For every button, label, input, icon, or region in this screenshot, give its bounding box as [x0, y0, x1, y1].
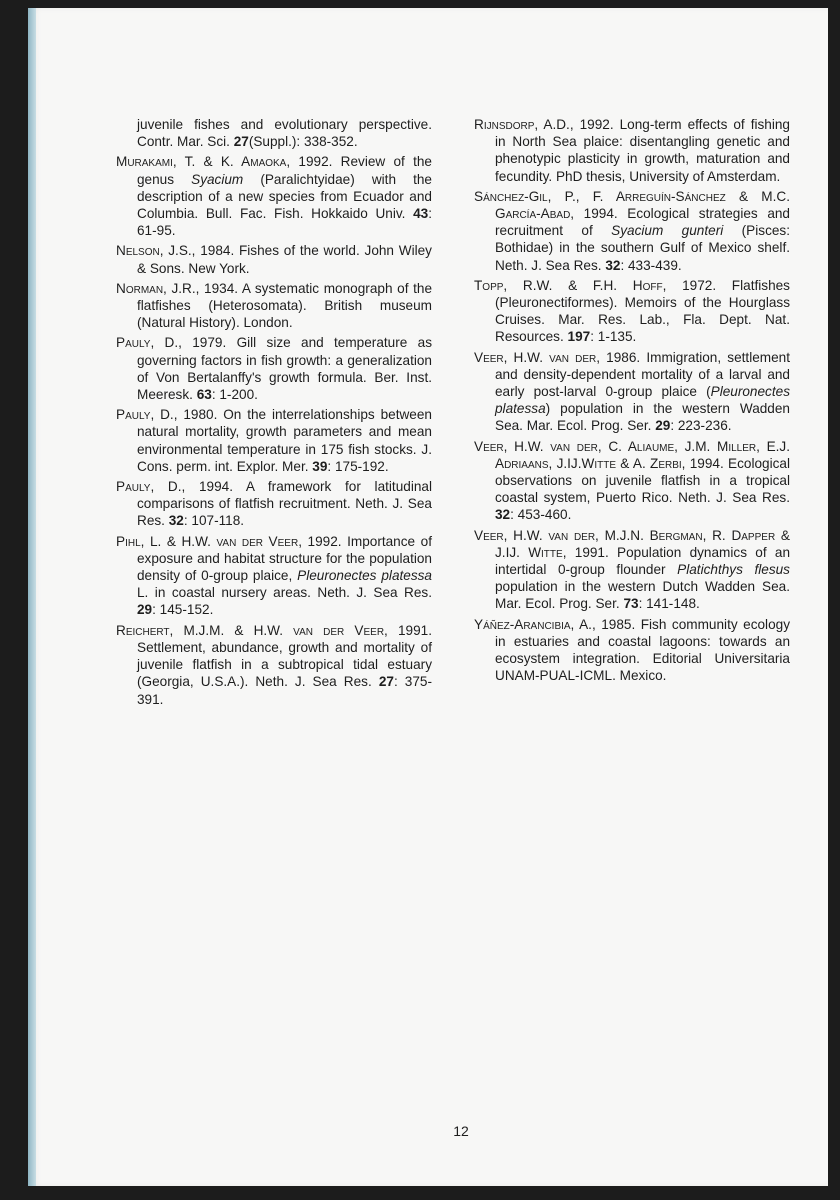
reference-text: , 1980. On the interrelationships between natural mortality, growth parameters and mean environmental temperature in 175 fish stocks. J. Cons. perm. int. Explor. Mer.: [137, 407, 432, 474]
reference-text: , 1986. Immigration, settlement and density-dependent mortality of a larval and early post-larval 0-group plaice (: [495, 349, 790, 400]
reference-authors: Yáñez-Arancibia, A.: [474, 616, 592, 632]
reference-volume: 32: [495, 507, 511, 523]
reference-authors: Murakami, T. & K. Amaoka: [116, 154, 287, 170]
reference-text: , 1994. Ecological strategies and recruitment of: [495, 206, 790, 239]
reference-volume: 32: [605, 257, 621, 273]
reference-entry: [116, 153, 432, 239]
reference-text: , 1972. Flatfishes (Pleuronectiformes). Memoirs of the Hourglass Cruises. Mar. Res. Lab., Fla. Dept. Nat. Resources.: [495, 277, 790, 345]
reference-text: (Pisces: Bothidae) in the southern Gulf of Mexico shelf. Neth. J. Sea Res.: [495, 223, 790, 273]
reference-authors: Pauly, D.: [116, 479, 182, 495]
species-name: Syacium: [191, 171, 244, 187]
reference-volume: 39: [312, 458, 328, 474]
reference-text: : 141-148.: [638, 596, 700, 612]
reference-text: : 433-439.: [620, 257, 682, 273]
reference-authors: Veer, H.W. van der: [474, 349, 597, 365]
reference-entry: [116, 334, 432, 403]
reference-text: , 1934. A systematic monograph of the flatfishes (Heterosomata). British museum (Natural History). London.: [137, 280, 433, 331]
reference-text: L. in coastal nursery areas. Neth. J. Sea Res.: [137, 585, 432, 601]
reference-text: , 1992. Review of the genus: [137, 154, 432, 187]
reference-entry: [474, 277, 790, 346]
reference-entry: [116, 533, 432, 619]
reference-text: : 175-192.: [327, 458, 389, 474]
reference-entry: [116, 280, 432, 332]
reference-text: , 1992. Long-term effects of fishing in North Sea plaice: disentangling genetic and phenotypic plasticity in growth, maturation and fecundity. PhD thesis, University of Amsterdam.: [495, 117, 790, 184]
reference-text: : 107-118.: [183, 513, 245, 529]
reference-text: juvenile fishes and evolutionary perspective. Contr. Mar. Sci.: [137, 117, 432, 150]
reference-text: : 223-236.: [670, 418, 732, 434]
reference-text: : 453-460.: [510, 507, 572, 523]
references-right-column: [474, 116, 790, 688]
reference-entry: [474, 188, 790, 274]
reference-entry: [116, 622, 432, 708]
reference-text: , 1992. Importance of exposure and habitat structure for the population density of 0-group plaice,: [137, 533, 433, 584]
reference-text: : 1-200.: [211, 387, 258, 403]
reference-entry: [474, 527, 790, 613]
reference-volume: 29: [137, 602, 153, 618]
reference-authors: Veer, H.W. van der, M.J.N. Bergman, R. Dapper & J.IJ. Witte: [474, 527, 790, 560]
reference-entry: [116, 116, 432, 150]
reference-entry: [116, 242, 432, 276]
reference-volume: 32: [168, 513, 184, 529]
reference-authors: Pauly, D.: [116, 407, 174, 423]
reference-authors: Rijnsdorp, A.D.: [474, 117, 570, 132]
reference-entry: [474, 438, 790, 524]
reference-text: : 61-95.: [137, 206, 432, 239]
species-name: Pleuronectes platessa: [297, 568, 432, 584]
reference-authors: Nelson, J.S.: [116, 243, 192, 259]
reference-authors: Veer, H.W. van der, C. Aliaume, J.M. Miller, E.J. Adriaans, J.IJ.Witte & A. Zerbi: [474, 438, 790, 471]
page-edge: [28, 8, 36, 1186]
reference-authors: Reichert, M.J.M. & H.W. van der Veer: [116, 622, 385, 638]
reference-text: , 1985. Fish community ecology in estuaries and coastal lagoons: towards an ecosystem integration. Editorial Universitaria UNAM-PUAL-ICML. Mexico.: [495, 616, 790, 684]
reference-entry: [116, 478, 432, 530]
reference-volume: 27: [233, 134, 249, 150]
species-name: Syacium gunteri: [611, 223, 724, 239]
reference-text: (Suppl.): 338-352.: [248, 134, 358, 150]
reference-volume: 27: [378, 674, 394, 690]
reference-text: (Paralichtyidae) with the description of a new species from Ecuador and Columbia. Bull. Fac. Fish. Hokkaido Univ.: [137, 171, 432, 222]
reference-volume: 73: [623, 596, 639, 612]
page-number: 12: [453, 1123, 469, 1139]
reference-volume: 29: [655, 418, 671, 434]
species-name: Pleuronectes platessa: [495, 384, 790, 417]
reference-entry: [116, 406, 432, 475]
references-left-column: [116, 116, 432, 711]
reference-text: , 1984. Fishes of the world. John Wiley & Sons. New York.: [137, 243, 432, 276]
reference-text: : 1-135.: [590, 329, 637, 345]
reference-text: , 1979. Gill size and temperature as governing factors in fish growth: a generalization of Von Bertalanffy's growth formula. Ber. Inst. Meeresk.: [137, 335, 432, 403]
reference-entry: [474, 349, 790, 435]
reference-text: , 1991. Settlement, abundance, growth and mortality of juvenile flatfish in a subtropical tidal estuary (Georgia, U.S.A.). Neth. J. Sea Res.: [137, 622, 432, 690]
reference-text: ) population in the western Wadden Sea. Mar. Ecol. Prog. Ser.: [495, 401, 790, 434]
reference-authors: Norman, J.R.: [116, 280, 196, 296]
reference-volume: 63: [196, 387, 212, 403]
reference-text: , 1994. Ecological observations on juvenile flatfish in a tropical coastal system, Puerto Rico. Neth. J. Sea Res.: [495, 455, 790, 506]
reference-text: , 1991. Population dynamics of an intertidal 0-group flounder: [495, 544, 790, 578]
reference-authors: Pauly, D.: [116, 335, 179, 351]
reference-volume: 43: [413, 206, 429, 222]
reference-authors: Topp, R.W. & F.H. Hoff: [474, 277, 663, 293]
species-name: Platichthys flesus: [677, 562, 790, 578]
reference-text: , 1994. A framework for latitudinal comparisons of flatfish recruitment. Neth. J. Sea Res.: [137, 479, 432, 529]
reference-entry: [474, 616, 790, 685]
reference-authors: Pihl, L. & H.W. van der Veer: [116, 533, 299, 549]
reference-volume: 197: [567, 329, 591, 345]
reference-entry: [474, 116, 790, 185]
reference-authors: Sánchez-Gil, P., F. Arreguín-Sánchez & M.C. García-Abad: [474, 188, 790, 222]
reference-text: : 145-152.: [152, 602, 214, 618]
reference-text: population in the western Dutch Wadden Sea. Mar. Ecol. Prog. Ser.: [495, 579, 790, 612]
reference-text: : 375-391.: [137, 674, 432, 707]
